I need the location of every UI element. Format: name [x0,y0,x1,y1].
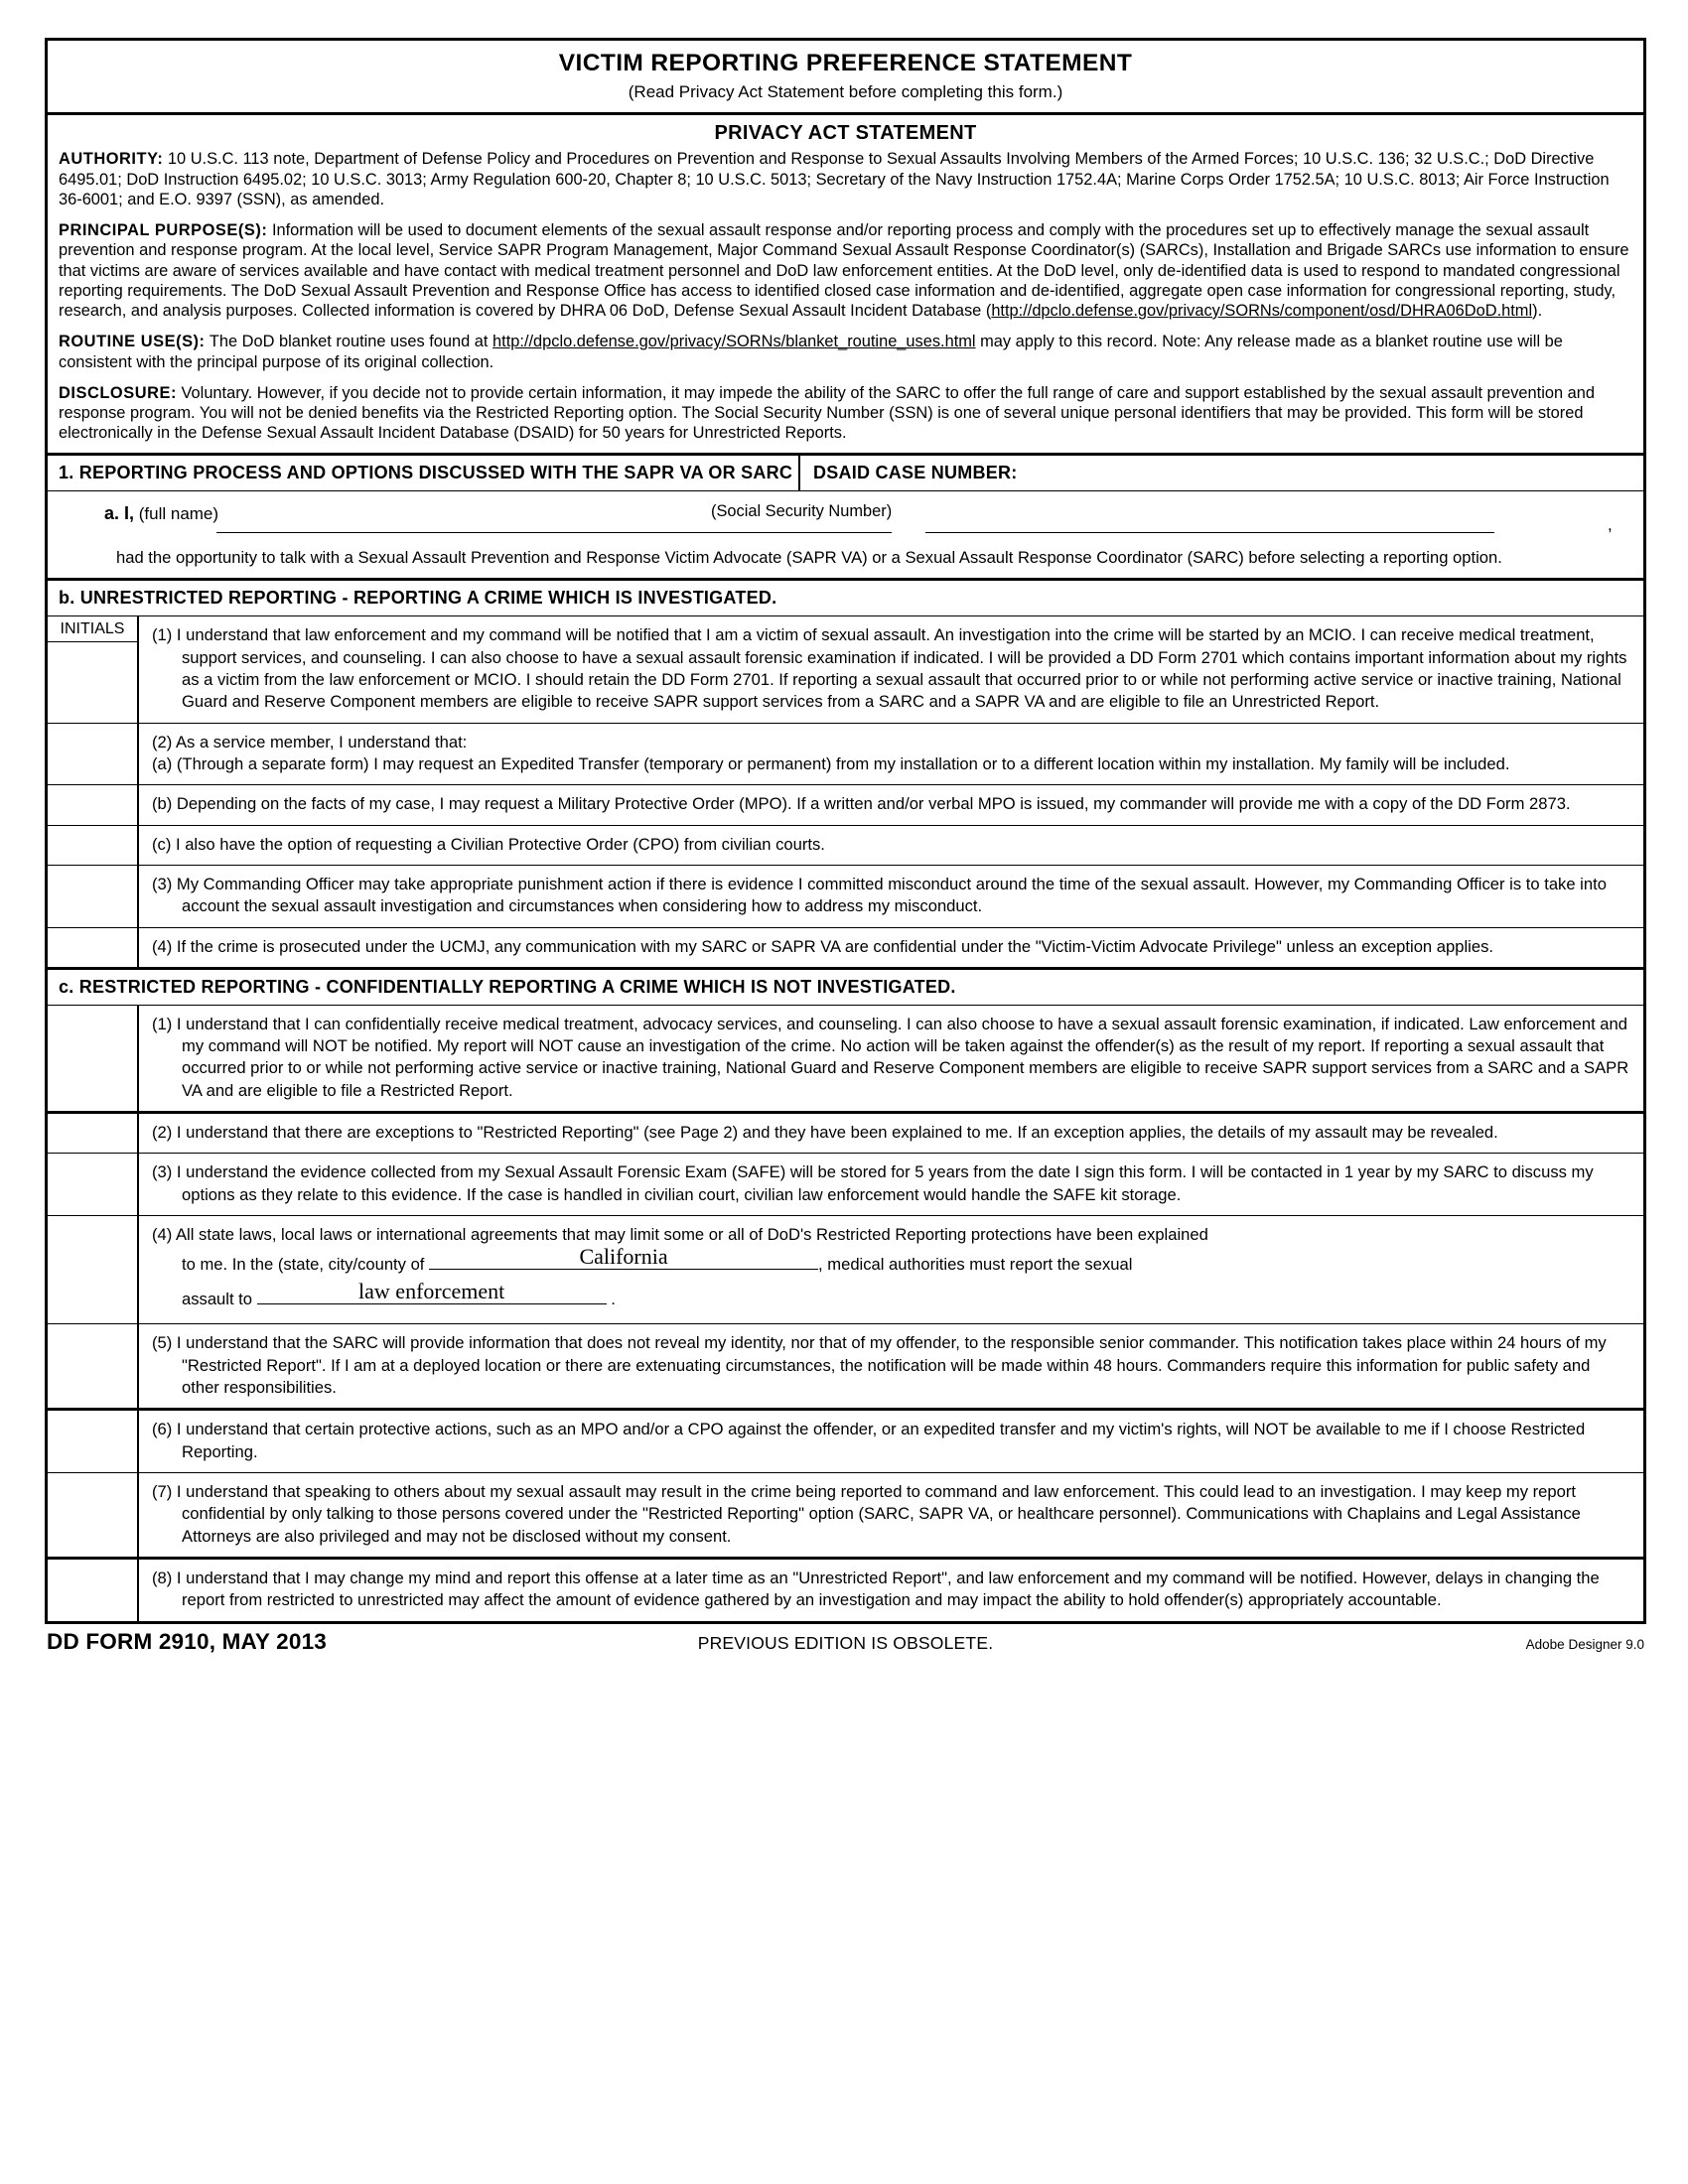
table-cell-text [139,1560,1643,1621]
clause-text [152,1332,1629,1399]
initials-box[interactable] [48,785,139,824]
routine-use-paragraph [59,332,1632,372]
full-name-input[interactable] [216,532,892,533]
initials-box[interactable] [48,928,139,967]
routine-use-tail: may apply to this record. Note: Any release made as a blanket routine use will be consistent with the principal purpose of its original collection. [59,333,1563,371]
item-a-prefix: a. I, [104,502,135,523]
table-row [48,1473,1643,1560]
clause-number: (1) [152,625,173,645]
initials-box[interactable] [48,1473,139,1557]
table-cell-text [139,826,1643,865]
table-cell-text [139,785,1643,824]
disclosure-text: Voluntary. However, if you decide not to provide certain information, it may impede the ability of the SARC to offer the full range of care and support established by the sexual assault prevention and response program. You will not be denied benefits via the Restricted Reporting option. The Social Security Number (SSN) is one of several unique personal identifiers that may be provided. This form will be stored electronically in the Defense Sexual Assault Incident Database (DSAID) for 50 years for Unrestricted Reports. [59,383,1595,443]
clause-number: (2) [152,732,173,751]
item-a-hint: (full name) [138,503,219,523]
initials-box[interactable] [48,1216,139,1323]
clause-body: My Commanding Officer may take appropriate punishment action if there is evidence I committed misconduct around the time of the sexual assault. However, my Commanding Officer is to take into account the sexual assault investigation and circumstances when considering how to address my misconduct. [176,874,1607,916]
initials-box[interactable] [48,1006,139,1111]
clause-text [152,732,1629,753]
principal-purpose-label: PRINCIPAL PURPOSE(S): [59,221,268,240]
designer-credit: Adobe Designer 9.0 [1525,1636,1644,1652]
clause-number: (3) [152,1162,173,1182]
initials-box[interactable] [48,1324,139,1408]
table-cell-text [139,1154,1643,1215]
table-cell-text [139,1114,1643,1153]
clause-body: I understand that speaking to others about my sexual assault may result in the crime being reported to command and law enforcement. This could lead to an investigation. I may keep my report confidential by only talking to those persons covered under the "Restricted Reporting" option (SARC, SAPR VA, or healthcare personnel). Communications with Chaplains and Legal Assistance Attorneys are also privileged and may not be disclosed without my consent. [176,1481,1581,1546]
table-row [48,1324,1643,1411]
clause-text [152,1122,1629,1144]
clause-number: (4) [152,1225,173,1245]
table-cell-text [139,866,1643,927]
clause-text [152,1419,1629,1463]
clause-number: (4) [152,936,173,956]
state-fill-prefix: to me. In the (state, city/county of [182,1255,425,1275]
clause-text [152,834,1629,856]
table-cell-text [139,1324,1643,1408]
clause-body: As a service member, I understand that: [175,732,468,751]
initials-box[interactable] [48,826,139,865]
disclosure-paragraph [59,383,1632,444]
table-row [48,1216,1643,1324]
dd-form-2910 [45,38,1646,1624]
clause-number: (1) [152,1014,173,1033]
routine-use-text: The DoD blanket routine uses found at [209,333,493,351]
table-row [48,928,1643,970]
authority-label: AUTHORITY: [59,150,164,169]
disclosure-label: DISCLOSURE: [59,383,177,402]
table-row [48,866,1643,928]
table-row [48,1560,1643,1624]
principal-purpose-text: Information will be used to document elements of the sexual assault response and/or reporting process and comply with the procedures set up to effectively manage the sexual assault prevention and response program. At the local level, Service SAPR Program Management, Major Command Sexual Assault Response Coordinator(s) (SARCs), Installation and Brigade SARCs use information to ensure that victims are aware of services available and have contact with medical treatment personnel and DoD law enforcement entities. At the DoD level, only de-identified data is used to respond to mandated congressional reporting requirements. The DoD Sexual Assault Prevention and Response Office has access to identified closed case information and de-identified, aggregate open case information for congressional reporting, study, research, and analysis purposes. Collected information is covered by DHRA 06 DoD, Defense Sexual Assault Incident Database ( [59,221,1629,321]
clause-body: I understand that I can confidentially receive medical treatment, advocacy services, and counseling. I can also choose to have a sexual assault forensic examination, if indicated. Law enforcement and my command will NOT be notified. My report will NOT cause an investigation of the crime. No action will be taken against the offender(s) as the result of my report. If reporting a sexual assault that occurred prior to or while not performing active service or inactive training, National Guard and Reserve Component members are eligible to receive SAPR support services from a SARC and a SAPR VA and are eligible to file a Restricted Report. [176,1014,1629,1100]
clause-text [152,1014,1629,1102]
initials-box[interactable] [48,642,137,722]
clause-number: (3) [152,874,173,893]
clause-body: I also have the option of requesting a Civilian Protective Order (CPO) from civilian courts. [175,834,825,854]
table-row [48,1154,1643,1216]
authority-text: 10 U.S.C. 113 note, Department of Defense Policy and Procedures on Prevention and Response to Sexual Assaults Involving Members of the Armed Forces; 10 U.S.C. 136; 32 U.S.C.; DoD Directive 6495.01; DoD Instruction 6495.02; 10 U.S.C. 3013; Army Regulation 600-20, Chapter 8; 10 U.S.C. 5013; Secretary of the Navy Instruction 1752.4A; Marine Corps Order 1752.5A; 10 U.S.C. 8013; Air Force Instruction 36-6001; and E.O. 9397 (SSN), as amended. [59,150,1610,208]
item-a-prefix-group [104,503,218,524]
principal-purpose-tail: ). [1532,302,1543,321]
table-row [48,616,1643,723]
dsaid-case-number-label: DSAID CASE NUMBER: [813,462,1018,482]
ssn-input[interactable] [925,532,1494,533]
form-title-block [48,41,1643,115]
clause-body: I understand that the SARC will provide information that does not reveal my identity, nor that of my offender, to the responsible senior commander. This notification takes place within 24 hours of my "Restricted Report". If I am at a deployed location or there are extenuating circumstances, the notification will be made within 48 hours. Commanders require this information for public safety and other responsibilities. [176,1333,1607,1397]
initials-header: INITIALS [48,616,137,642]
table-cell-text [139,616,1643,722]
reporting-authority-input[interactable]: law enforcement [257,1281,607,1304]
clause-number: (c) [152,834,172,854]
form-subtitle: (Read Privacy Act Statement before completing this form.) [628,82,1063,102]
state-fill-suffix: , medical authorities must report the sexual [818,1255,1133,1275]
table-cell-text [139,724,1643,785]
clause-text [152,1161,1629,1206]
table-cell-text [139,928,1643,967]
initials-box[interactable] [48,866,139,927]
item-a-tail-text: had the opportunity to talk with a Sexual Assault Prevention and Response Victim Advocate (SAPR VA) or a Sexual Assault Response Coordinator (SARC) before selecting a reporting option. [48,547,1643,582]
clause-text [152,1224,1629,1246]
clause-body: Depending on the facts of my case, I may request a Military Protective Order (MPO). If a written and/or verbal MPO is issued, my commander will provide me with a copy of the DD Form 2873. [176,794,1571,814]
clause-sub-number: (a) [152,753,173,773]
authority-fill-suffix: . [611,1289,616,1308]
table-row [48,1006,1643,1114]
clause-body: I understand the evidence collected from my Sexual Assault Forensic Exam (SAFE) will be stored for 5 years from the date I sign this form. I will be contacted in 1 year by my SARC to discuss my options as they relate to this evidence. If the case is handled in civilian court, civilian law enforcement would handle the SAFE kit storage. [176,1162,1594,1204]
table-row [48,1411,1643,1473]
dhra-sorn-link[interactable]: http://dpclo.defense.gov/privacy/SORNs/component/osd/DHRA06DoD.html [991,302,1533,321]
initials-column [48,616,139,722]
clause-body: If the crime is prosecuted under the UCMJ, any communication with my SARC or SAPR VA are confidential under the "Victim-Victim Advocate Privilege" unless an exception applies. [176,936,1493,956]
initials-box[interactable] [48,724,139,785]
privacy-act-body [48,149,1643,455]
clause-number: (6) [152,1420,173,1439]
dsaid-case-number-field[interactable] [800,456,1643,490]
state-fill-line [152,1246,1629,1281]
table-cell-text [139,1411,1643,1472]
clause-text [152,1568,1629,1612]
table-row [48,826,1643,866]
clause-number: (2) [152,1123,173,1143]
section-c-heading: c. RESTRICTED REPORTING - CONFIDENTIALLY REPORTING A CRIME WHICH IS NOT INVESTIGATED. [48,970,1643,1006]
authority-fill-line [152,1281,1629,1315]
routine-use-label: ROUTINE USE(S): [59,333,206,351]
form-footer [45,1629,1646,1669]
principal-purpose-paragraph [59,220,1632,321]
table-row [48,1114,1643,1154]
initials-box[interactable] [48,1114,139,1153]
table-cell-text [139,1216,1643,1323]
initials-box[interactable] [48,1411,139,1472]
section-b-heading: b. UNRESTRICTED REPORTING - REPORTING A CRIME WHICH IS INVESTIGATED. [48,581,1643,616]
clause-number: (8) [152,1568,173,1587]
initials-box[interactable] [48,1154,139,1215]
initials-box[interactable] [48,1560,139,1621]
authority-fill-prefix: assault to [182,1289,253,1308]
blanket-routine-uses-link[interactable]: http://dpclo.defense.gov/privacy/SORNs/blanket_routine_uses.html [492,333,976,351]
clause-sub-body: (Through a separate form) I may request an Expedited Transfer (temporary or permanent) from my installation or to a different location within my installation. My family will be included. [176,753,1510,773]
clause-text [152,874,1629,918]
table-cell-text [139,1473,1643,1557]
clause-text [152,793,1629,815]
comma-separator: , [1608,514,1613,534]
section-1-header [48,456,1643,491]
clause-body-line1: All state laws, local laws or international agreements that may limit some or all of DoD's Restricted Reporting protections have been explained [175,1225,1208,1245]
clause-text [152,624,1629,713]
previous-edition-note: PREVIOUS EDITION IS OBSOLETE. [697,1632,994,1653]
clause-text [152,936,1629,958]
clause-number: (7) [152,1481,173,1501]
table-cell-text [139,1006,1643,1111]
clause-body: I understand that law enforcement and my command will be notified that I am a victim of sexual assault. An investigation into the crime will be started by an MCIO. I can receive medical treatment, support services, and counseling. I can also choose to have a sexual assault forensic examination if indicated. I will be provided a DD Form 2701 which contains important information about my rights as a victim from the law enforcement or MCIO. I should retain the DD Form 2701. If reporting a sexual assault that occurred prior to or while not performing active service or inactive training, National Guard and Reserve Component members are eligible to receive SAPR support services from a SARC and a SAPR VA and are eligible to file an Unrestricted Report. [176,625,1627,712]
clause-text [152,1481,1629,1548]
page-title: VICTIM REPORTING PREFERENCE STATEMENT [558,50,1133,76]
clause-body: I understand that there are exceptions to "Restricted Reporting" (see Page 2) and they have been explained to me. If an exception applies, the details of my assault may be revealed. [176,1123,1498,1143]
clause-body: I understand that I may change my mind and report this offense at a later time as an "Unrestricted Report", and law enforcement and my command will be notified. However, delays in changing the report from restricted to unrestricted may affect the amount of evidence gathered by an investigation and may impact the ability to hold offender(s) appropriately accountable. [176,1568,1600,1610]
clause-number: (b) [152,794,173,814]
clause-number: (5) [152,1333,173,1353]
privacy-act-heading: PRIVACY ACT STATEMENT [714,122,977,145]
table-row [48,724,1643,786]
authority-paragraph [59,149,1632,209]
section-1-heading: 1. REPORTING PROCESS AND OPTIONS DISCUSSED WITH THE SAPR VA OR SARC [48,456,800,490]
table-row [48,785,1643,825]
state-city-county-input[interactable]: California [429,1246,818,1270]
form-identifier: DD FORM 2910, MAY 2013 [47,1628,328,1654]
item-a-name-row [48,491,1643,547]
clause-body: I understand that certain protective actions, such as an MPO and/or a CPO against the offender, or an expedited transfer and my victim's rights, will NOT be available to me if I choose Restricted Reporting. [176,1420,1586,1461]
clause-subtext [152,753,1629,775]
ssn-caption: (Social Security Number) [711,501,893,520]
